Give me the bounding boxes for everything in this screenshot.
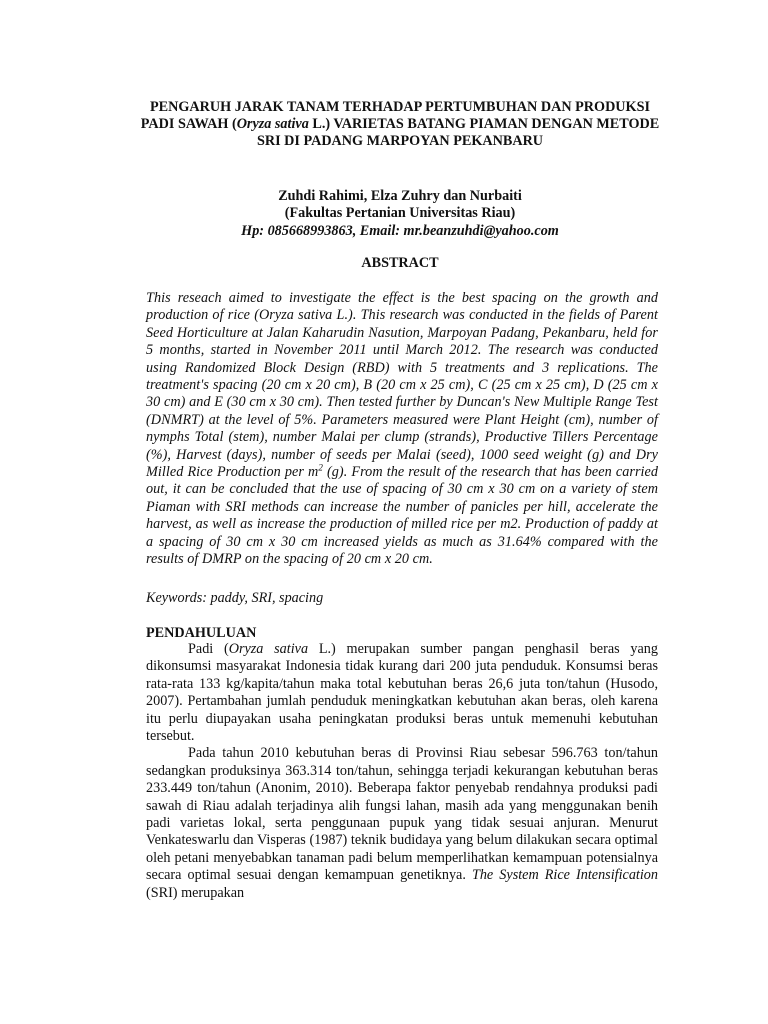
- p1-species: Oryza sativa: [228, 641, 309, 657]
- title-species: Oryza sativa: [236, 116, 309, 132]
- abstract-text-part-2: (g). From the result of the research that has been carried out, it can be concluded that the use of spacing of 30 cm x 30 cm on a variety of stem Piaman with SRI methods can increase the number of panicles per hill, accelerate the harvest, as well as increase the production of milled rice per m2. Production of paddy at a spacing of 30 cm x 30 cm increased yields as much as 31.64% compared with the results of DMRP on the spacing of 20 cm x 20 cm.: [146, 464, 658, 568]
- paper-title: [140, 99, 660, 150]
- abstract-body: [146, 290, 658, 569]
- p2-italic-term: The System Rice Intensification: [471, 867, 658, 884]
- section-body: [146, 641, 658, 902]
- author-contact: Hp: 085668993863, Email: mr.beanzuhdi@yahoo.com: [241, 222, 559, 239]
- keywords-line: Keywords: paddy, SRI, spacing: [146, 590, 324, 606]
- author-names: Zuhdi Rahimi, Elza Zuhry dan Nurbaiti: [278, 188, 522, 204]
- p1-before: Padi (: [188, 641, 229, 657]
- abstract-text-part-1: This reseach aimed to investigate the effect is the best spacing on the growth and production of rice (Oryza sativa L.). This research was conducted in the fields of Parent Seed Horticulture at Jalan Kaharudin Nasution, Marpoyan Padang, Pekanbaru, held for 5 months, started in November 2011 until March 2012. The research was conducted using Randomized Block Design (RBD) with 5 treatments and 3 replications. The treatment's spacing (20 cm x 20 cm), B (20 cm x 25 cm), C (25 cm x 25 cm), D (25 cm x 30 cm) and E (30 cm x 30 cm). Then tested further by Duncan's New Multiple Range Test (DNMRT) at the level of 5%. Parameters measured were Plant Height (cm), number of nymphs Total (stem), number Malai per clump (strands), Productive Tillers Percentage (%), Harvest (days), number of seeds per Malai (seed), 1000 seed weight (g) and Dry Milled Rice Production per m: [146, 290, 658, 481]
- abstract-heading: ABSTRACT: [361, 255, 439, 271]
- abstract-superscript: 2: [318, 462, 323, 473]
- section-heading-pendahuluan: PENDAHULUAN: [146, 625, 257, 641]
- p1-after: L.) merupakan sumber pangan penghasil beras yang dikonsumsi masyarakat Indonesia tidak kurang dari 200 juta penduduk. Konsumsi beras rata-rata 133 kg/kapita/tahun maka total kebutuhan beras 26,6 juta ton/tahun (Husodo, 2007). Pertambahan jumlah penduduk meningkatkan kebutuhan akan beras, oleh karena itu perlu diupayakan usaha peningkatan produksi beras untuk memenuhi kebutuhan tersebut.: [146, 641, 658, 745]
- title-part-1: PENGARUH JARAK TANAM TERHADAP PERTUMBUHAN DAN PRODUKSI PADI SAWAH (: [140, 99, 651, 132]
- paragraph-2: [146, 745, 658, 902]
- p2-before: Pada tahun 2010 kebutuhan beras di Provinsi Riau sebesar 596.763 ton/tahun sedangkan produksinya 363.314 ton/tahun, sehingga terjadi kekurangan kebutuhan beras 233.449 ton/tahun (Anonim, 2010). Beberapa faktor penyebab rendahnya produksi padi sawah di Riau adalah terjadinya alih fungsi lahan, masih ada yang menggunakan benih padi varietas lokal, serta penggunaan pupuk yang tidak sesuai anjuran. Menurut Venkateswarlu dan Visperas (1987) teknik budidaya yang belum dilakukan secara optimal oleh petani menyebabkan tanaman padi belum memperlihatkan kemampuan potensialnya secara optimal sesuai dengan kemampuan genetiknya.: [146, 745, 658, 884]
- paragraph-1: [146, 641, 658, 745]
- author-affiliation: (Fakultas Pertanian Universitas Riau): [284, 205, 516, 222]
- author-block: [120, 188, 680, 240]
- p2-after: (SRI) merupakan: [146, 884, 245, 901]
- title-part-2: L.) VARIETAS BATANG PIAMAN DENGAN METODE SRI DI PADANG MARPOYAN PEKANBARU: [256, 116, 660, 149]
